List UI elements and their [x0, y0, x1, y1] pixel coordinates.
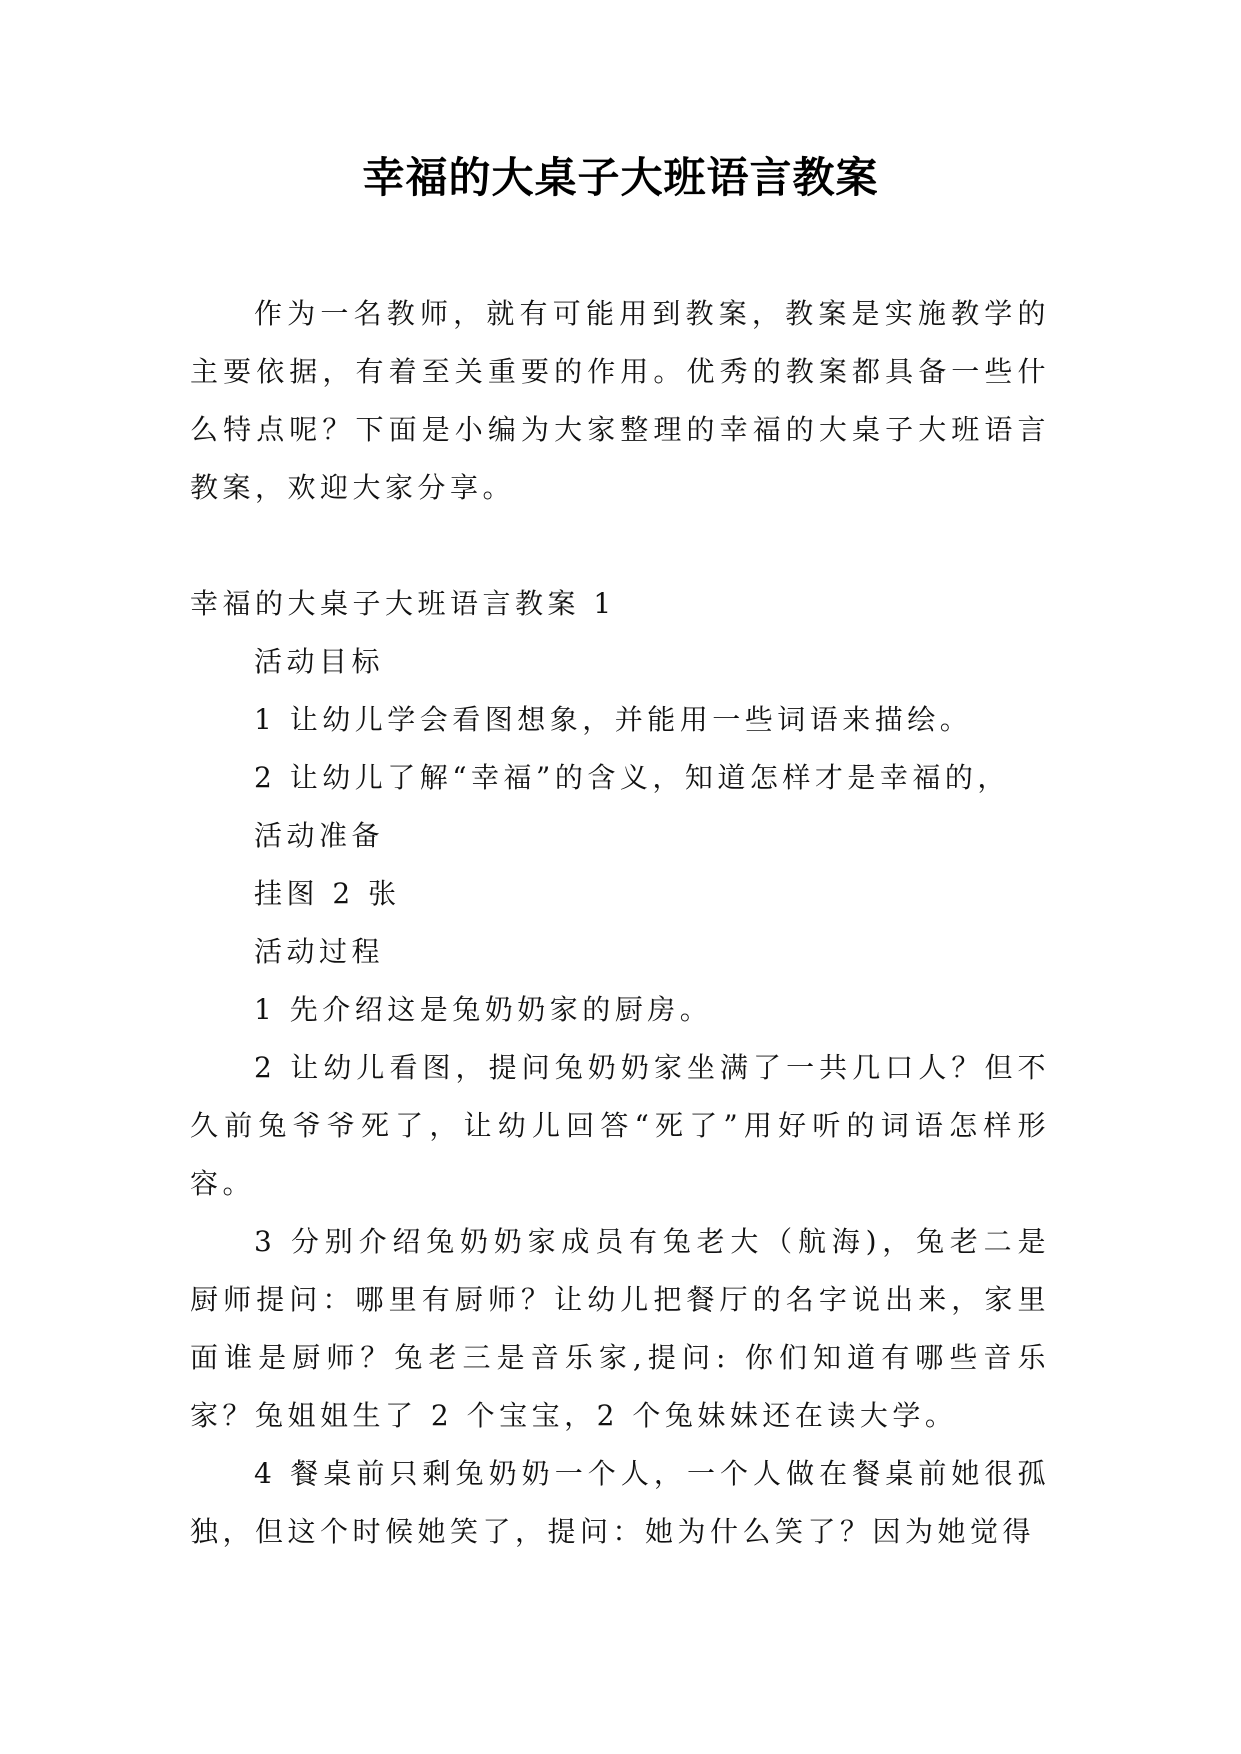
- paragraph-step-4: 4 餐桌前只剩兔奶奶一个人，一个人做在餐桌前她很孤独，但这个时候她笑了，提问：她为什么笑了？因为她觉得: [190, 1457, 1050, 1548]
- paragraph-goal-1: 1 让幼儿学会看图想象，并能用一些词语来描绘。: [254, 703, 973, 736]
- intro-paragraph: 作为一名教师，就有可能用到教案，教案是实施教学的主要依据，有着至关重要的作用。优秀的教案都具备一些什么特点呢？下面是小编为大家整理的幸福的大桌子大班语言教案，欢迎大家分享。: [190, 297, 1050, 504]
- paragraph-step-3: 3 分别介绍兔奶奶家成员有兔老大（航海)，兔老二是厨师提问：哪里有厨师？让幼儿把餐厅的名字说出来，家里面谁是厨师？兔老三是音乐家,提问: 你们知道有哪些音乐家？兔姐姐生了 2 个宝宝，2 个兔妹妹还在读大学。: [190, 1225, 1050, 1432]
- paragraph-goal-2: 2 让幼儿了解“幸福”的含义，知道怎样才是幸福的，: [254, 761, 1010, 794]
- page-title: 幸福的大桌子大班语言教案: [362, 153, 879, 202]
- document-body: [190, 285, 1050, 1561]
- paragraph-prep-item: 挂图 2 张: [254, 877, 401, 910]
- paragraph-step-1: 1 先介绍这是兔奶奶家的厨房。: [254, 993, 713, 1026]
- paragraph-activity-prep: 活动准备: [254, 819, 385, 852]
- paragraph-step-2: 2 让幼儿看图，提问兔奶奶家坐满了一共几口人？但不久前兔爷爷死了，让幼儿回答“死了”用好听的词语怎样形容。: [190, 1051, 1050, 1200]
- section-heading: 幸福的大桌子大班语言教案 1: [190, 587, 616, 620]
- paragraph-activity-process: 活动过程: [254, 935, 385, 968]
- paragraph-activity-goals: 活动目标: [254, 645, 385, 678]
